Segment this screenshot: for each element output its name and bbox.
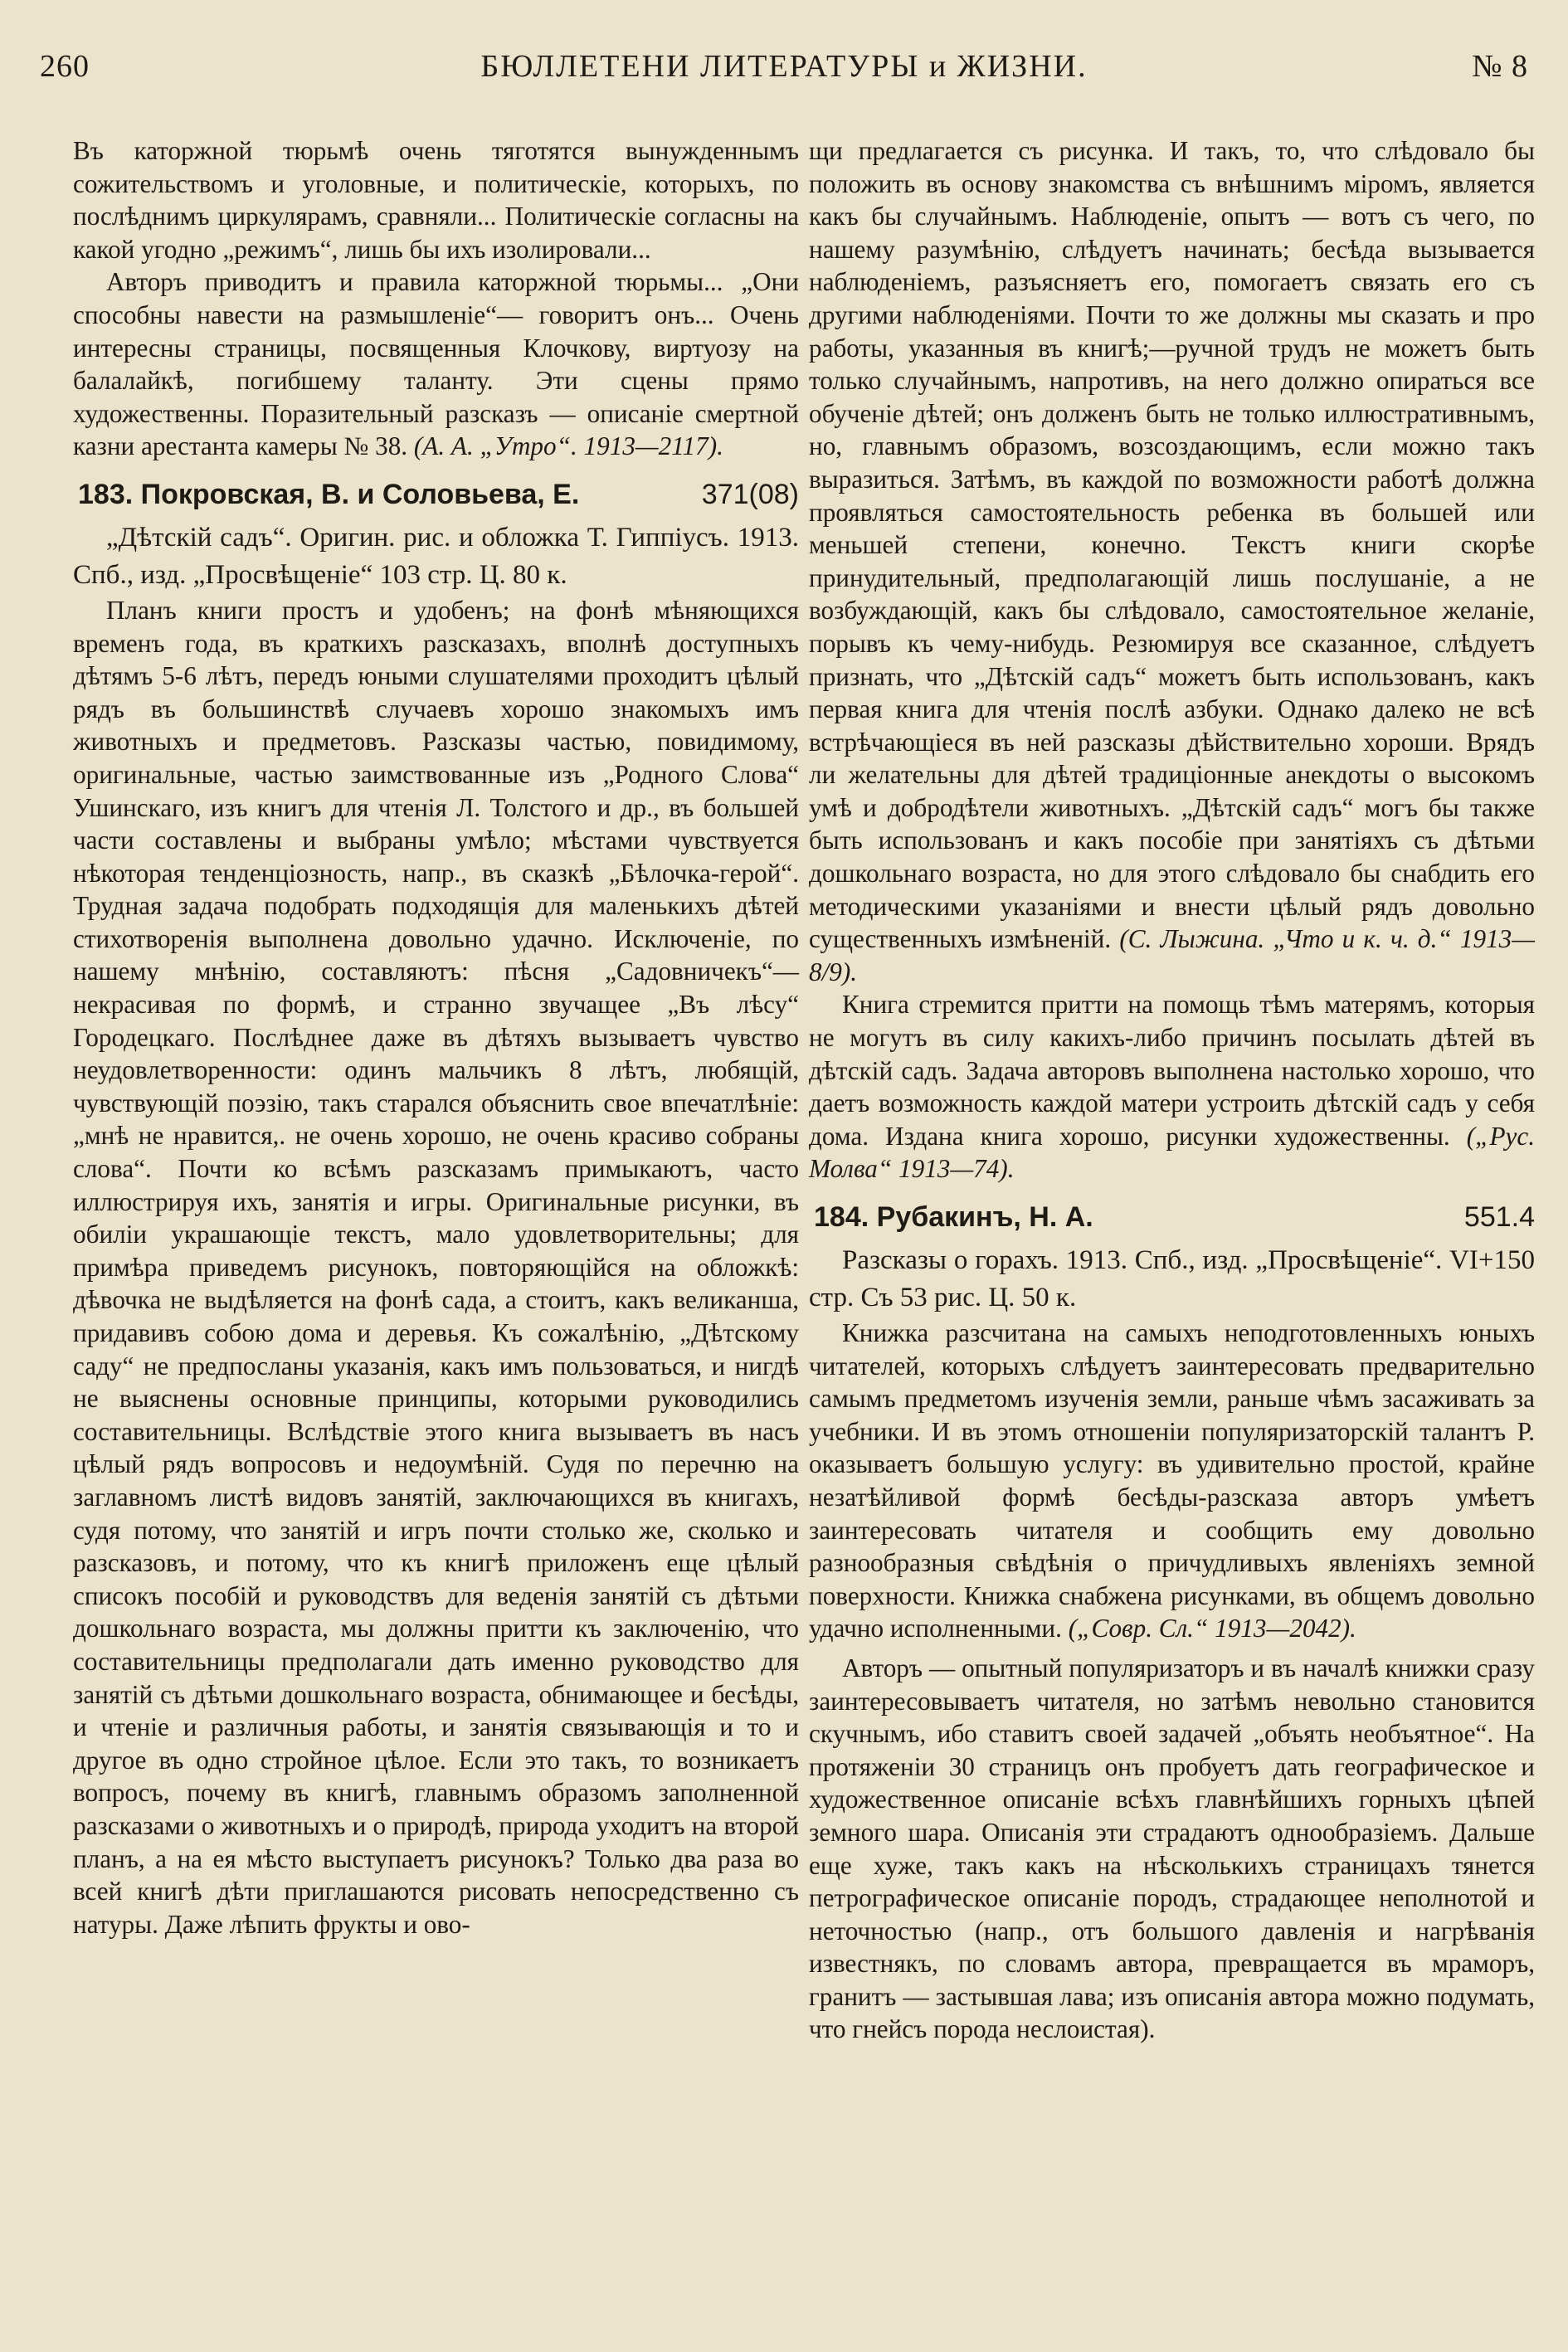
bibliographic-description: Разсказы о горахъ. 1913. Спб., изд. „Просвѣщеніе“. VI+150 стр. Съ 53 рис. Ц. 50 к.: [809, 1245, 1535, 1312]
entry-number: 184.: [814, 1201, 869, 1233]
page-number: 260: [40, 49, 90, 84]
bibliographic-description: „Дѣтскій садъ“. Оригин. рис. и обложка Т. Гиппіусъ. 1913. Спб., изд. „Просвѣщеніе“ 103 стр. Ц. 80 к.: [73, 522, 799, 590]
paragraph: [809, 134, 1535, 988]
paragraph: Планъ книги простъ и удобенъ; на фонѣ мѣняющихся временъ года, въ краткихъ разсказахъ, вполнѣ доступныхъ дѣтямъ 5-6 лѣтъ, передъ юными слушателями проходитъ цѣлый рядъ въ большинствѣ случаевъ хорошо знакомыхъ имъ животныхъ и предметовъ. Разсказы частью, повидимому, оригинальные, частью заимствованные изъ „Родного Слова“ Ушинскаго, изъ книгъ для чтенія Л. Толстого и др., въ большей части составлены и выбраны умѣло; мѣстами чувствуется нѣкоторая тенденціозность, напр., въ сказкѣ „Бѣлочка-герой“. Трудная задача подобрать подходящія для маленькихъ дѣтей стихотворенія выполнена довольно удачно. Исключеніе, по нашему мнѣнію, составляютъ: пѣсня „Садовничекъ“—некрасивая по формѣ, и странно звучащее „Въ лѣсу“ Городецкаго. Послѣднее даже въ дѣтяхъ вызываетъ чувство неудовлетворенности: одинъ мальчикъ 8 лѣтъ, любящій, чувствующій поэзію, такъ старался объяснить свое впечатлѣніе: „мнѣ не нравится,. не очень хорошо, не очень красиво собраны слова“. Почти ко всѣмъ разсказамъ примыкаютъ, часто иллюстрируя ихъ, занятія и игры. Оригинальные рисунки, въ обиліи украшающіе текстъ, мало удовлетворительны; для примѣра приведемъ рисунокъ, повторяющійся на обложкѣ: дѣвочка не выдѣляется на фонѣ сада, а стоитъ, какъ великанша, придавивъ собою дома и деревья. Къ сожалѣнію, „Дѣтскому саду“ не предпосланы указанія, какъ имъ пользоваться, и нигдѣ не выяснены основные принципы, которыми руководились составительницы. Вслѣдствіе этого книга вызываетъ въ насъ цѣлый рядъ вопросовъ и недоумѣній. Судя по перечню на заглавномъ листѣ видовъ занятій, заключающихся въ книгахъ, судя потому, что занятій и игръ почти столько же, сколько и разсказовъ, и потому, что къ книгѣ приложенъ еще цѣлый списокъ пособій и руководствъ для веденія занятій съ дѣтьми дошкольнаго возраста, мы должны притти къ заключенію, что составительницы предполагали дать именно руководство для занятій съ дѣтьми дошкольнаго возраста, обнимающее и бесѣды, и чтеніе и различныя работы, и занятія связывающія и то и другое въ одно стройное цѣлое. Если это такъ, то возникаетъ вопросъ, почему въ книгѣ, главнымъ образомъ заполненной разсказами о животныхъ и о природѣ, природа уходитъ на второй планъ, а на ея мѣсто выступаетъ рисунокъ? Только два раза во всей книгѣ дѣти приглашаются рисовать непосредственно съ натуры. Даже лѣпить фрукты и ово-: [73, 595, 799, 1939]
paragraph: Авторъ — опытный популяризаторъ и въ началѣ книжки сразу заинтересовываетъ читателя, но затѣмъ невольно становится скучнымъ, ибо ставитъ своей задачей „объять необъятное“. На протяженіи 30 страницъ онъ пробуетъ дать географическое и художественное описаніе всѣхъ главнѣйшихъ горныхъ цѣпей земного шара. Описанія эти страдаютъ однообразіемъ. Дальше еще хуже, такъ какъ на нѣсколькихъ страницахъ тянется петрографическое описаніе породъ, страдающее неполнотой и неточностью (напр., отъ большого давленія и нагрѣванія известнякъ, по словамъ автора, превращается въ мраморъ, гранитъ — застывшая лава; изъ описанія автора можно подумать, что гнейсъ порода неслоистая).: [809, 1653, 1535, 2044]
citation: („Рус. Молва“ 1913—74).: [809, 1121, 1536, 1184]
entry-heading: [809, 1197, 1535, 1237]
classification-code: 551.4: [1463, 1201, 1535, 1233]
entry-authors: Рубакинъ, Н. А.: [876, 1201, 1093, 1233]
classification-code: 371(08): [701, 478, 799, 510]
citation: (А. А. „Утро“. 1913—2117).: [413, 431, 723, 461]
entry-number: 183.: [78, 478, 134, 510]
citation: (С. Лыжина. „Что и к. ч. д.“ 1913—8/9).: [809, 924, 1536, 986]
journal-title: БЮЛЛЕТЕНИ ЛИТЕРАТУРЫ и ЖИЗНИ.: [480, 49, 1088, 84]
paragraph-text: Книга стремится притти на помощь тѣмъ матерямъ, которыя не могутъ въ силу какихъ-либо причинъ посылать дѣтей въ дѣтскій садъ. Задача авторовъ выполнена настолько хорошо, что даетъ возможность каждой матери устроить дѣтскій садъ у себя дома. Издана книга хорошо, рисунки художественны.: [809, 990, 1535, 1151]
paragraph-text: Книжка разсчитана на самыхъ неподготовленныхъ юныхъ читателей, которыхъ слѣдуетъ заинтересовать предварительно самымъ предметомъ изученія земли, раньше чѣмъ засаживать за учебники. И въ этомъ отношеніи популяризаторскій талантъ Р. оказываетъ большую услугу: въ удивительно простой, крайне незатѣйливой формѣ бесѣды-разсказа авторъ умѣетъ заинтересовать читателя и сообщить ему довольно разнообразныя свѣдѣнія о причудливыхъ явленіяхъ земной поверхности. Книжка снабжена рисунками, въ общемъ довольно удачно исполненными.: [809, 1318, 1535, 1643]
paragraph-text: Авторъ приводитъ и правила каторжной тюрьмы... „Они способны навести на размышленіе“— говоритъ онъ... Очень интересны страницы, посвященныя Клочкову, виртуозу на балалайкѣ, погибшему таланту. Эти сцены прямо художественны. Поразительный разсказъ — описаніе смертной казни арестанта камеры № 38.: [73, 267, 799, 461]
paragraph: [809, 988, 1535, 1186]
running-header: [40, 48, 1528, 98]
citation: („Совр. Сл.“ 1913—2042).: [1068, 1614, 1356, 1643]
right-column: [809, 134, 1535, 2046]
paragraph: Въ каторжной тюрьмѣ очень тяготятся вынужденнымъ сожительствомъ и уголовные, и политическіе, которыхъ, по послѣднимъ циркулярамъ, сравняли... Политическіе согласны на какой угодно „режимъ“, лишь бы ихъ изолировали...: [73, 136, 799, 264]
issue-number: № 8: [1472, 49, 1528, 84]
paragraph: [809, 1317, 1535, 1645]
entry-authors: Покровская, В. и Соловьева, Е.: [140, 478, 580, 510]
paragraph-text: щи предлагается съ рисунка. И такъ, то, что слѣдовало бы положить въ основу знакомства съ внѣшнимъ міромъ, является какъ бы случайнымъ. Наблюденіе, опытъ — вотъ съ чего, по нашему разумѣнію, слѣдуетъ начинать; бесѣда вызывается наблюденіемъ, разъясняетъ его, помогаетъ связать его съ другими наблюденіями. Почти то же должны мы сказать и про работы, указанныя въ книгѣ;—ручной трудъ не можетъ быть только случайнымъ, напротивъ, на него должно опираться все обученіе дѣтей; онъ долженъ быть не только иллюстративнымъ, но, главнымъ образомъ, возсоздающимъ, если можно такъ выразиться. Затѣмъ, въ каждой по возможности работѣ должна проявляться самостоятельность ребенка въ большей или меньшей степени, конечно. Текстъ книги скорѣе принудительный, предполагающій лишь послушаніе, а не возбуждающій, какъ бы слѣдовало, самостоятельное желаніе, порывъ къ чему-нибудь. Резюмируя все сказанное, слѣдуетъ признать, что „Дѣтскій садъ“ можетъ быть использованъ, какъ первая книга для чтенія послѣ азбуки. Однако далеко не всѣ встрѣчающіеся въ ней разсказы дѣйствительно хороши. Врядъ ли желательны для дѣтей традиціонные анекдоты о высокомъ умѣ и добродѣтели животныхъ. „Дѣтскій садъ“ могъ бы также быть использованъ и какъ пособіе при занятіяхъ съ дѣтьми дошкольнаго возраста, но для этого слѣдовало бы снабдить его методическими указаніями и внести цѣлый рядъ довольно существенныхъ измѣненій.: [809, 136, 1535, 954]
entry-heading: [73, 475, 799, 514]
paragraph: [73, 265, 799, 463]
left-column: [73, 134, 799, 1941]
